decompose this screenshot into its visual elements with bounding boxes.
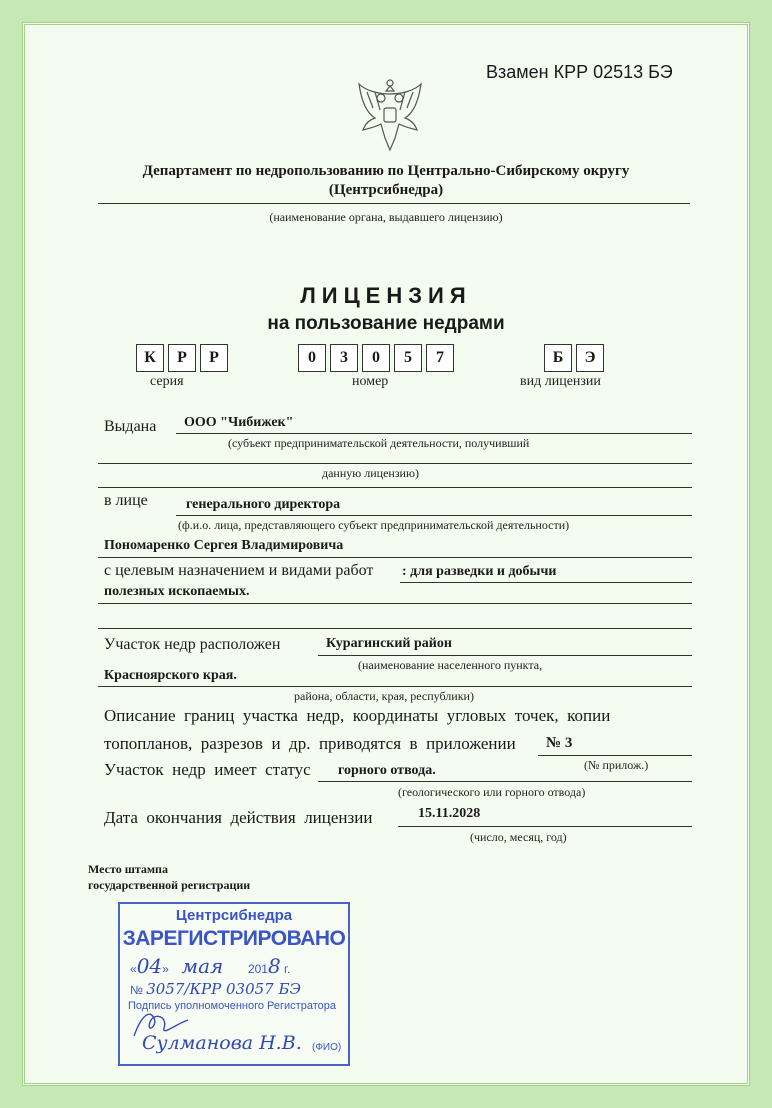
expiry-label: Дата окончания действия лицензии [104, 808, 373, 827]
stamp-day: 04 [136, 954, 163, 978]
issued-label: Выдана [104, 418, 157, 435]
represented-label: в лице [104, 492, 148, 509]
authority-line1: Департамент по недропользованию по Центрально-Сибирскому округу [142, 163, 630, 179]
purpose-value2: полезных ископаемых. [104, 584, 250, 599]
stamp-place-line2: государственной регистрации [88, 878, 251, 892]
registration-stamp [118, 902, 350, 1066]
location-underline-2 [98, 686, 692, 687]
boundaries-line2: топопланов, разрезов и др. приводятся в приложении [104, 734, 516, 753]
location-value2: Красноярского края. [104, 668, 237, 683]
stamp-status: ЗАРЕГИСТРИРОВАНО [122, 927, 346, 950]
expiry-caption: (число, месяц, год) [470, 830, 567, 844]
represented-caption: (ф.и.о. лица, представляющего субъект предпринимательской деятельности) [178, 518, 570, 532]
series-box: К [136, 344, 164, 372]
license-type-box: Э [576, 344, 604, 372]
location-label: Участок недр расположен [104, 636, 281, 653]
status-underline [318, 781, 692, 782]
stamp-place-line1: Место штампа [88, 862, 168, 876]
stamp-number-row [130, 980, 301, 998]
number-box: 7 [426, 344, 454, 372]
license-type-label: вид лицензии [520, 374, 601, 389]
location-caption2: района, области, края, республики) [294, 689, 474, 703]
stamp-fio: (ФИО) [312, 1042, 342, 1053]
stamp-year-suffix: г. [284, 962, 291, 976]
series-label: серия [150, 374, 184, 389]
stamp-year-digit: 8 [267, 954, 281, 978]
authority-underline [98, 203, 690, 204]
replacement-note: Взамен КРР 02513 БЭ [486, 62, 673, 82]
purpose-underline-3 [98, 628, 692, 629]
purpose-label: с целевым назначением и видами работ [104, 562, 374, 579]
stamp-reg-number: 3057/КРР 03057 БЭ [146, 980, 301, 998]
representative-name: Пономаренко Сергея Владимировича [104, 538, 344, 553]
represented-value: генерального директора [186, 497, 341, 512]
coat-of-arms-emblem [355, 78, 425, 156]
appendix-caption: (№ прилож.) [584, 758, 649, 772]
stamp-year-prefix: 201 [247, 962, 268, 976]
number-label: номер [352, 374, 389, 389]
status-label: Участок недр имеет статус [104, 760, 311, 779]
issued-caption1: (субъект предпринимательской деятельности, получивший [228, 436, 530, 450]
license-title: ЛИЦЕНЗИЯ [300, 283, 472, 308]
stamp-signature-caption: Подпись уполномоченного Регистратора [128, 1000, 336, 1012]
appendix-number: № 3 [546, 735, 573, 751]
number-box: 3 [330, 344, 358, 372]
issued-underline-2 [98, 463, 692, 464]
issued-value: ООО "Чибижек" [184, 415, 294, 430]
stamp-date-row: «04» мая 2018 г. [130, 954, 291, 978]
license-subtitle: на пользование недрами [267, 313, 505, 334]
number-box: 0 [298, 344, 326, 372]
stamp-org: Центрсибнедра [175, 907, 293, 924]
location-underline [318, 655, 692, 656]
purpose-underline-2 [98, 603, 692, 604]
stamp-registrar-name: Сулманова Н.В. [142, 1032, 302, 1054]
purpose-value1: : для разведки и добычи [402, 564, 557, 579]
stamp-number-prefix: № [130, 983, 143, 997]
location-value1: Курагинский район [326, 636, 452, 651]
status-value: горного отвода. [338, 763, 436, 778]
number-box: 0 [362, 344, 390, 372]
purpose-underline [400, 582, 692, 583]
boundaries-line1: Описание границ участка недр, координаты угловых точек, копии [104, 706, 611, 725]
series-box: Р [168, 344, 196, 372]
stamp-month: мая [181, 954, 224, 978]
status-caption: (геологического или горного отвода) [398, 785, 586, 799]
issued-underline [176, 433, 692, 434]
expiry-value: 15.11.2028 [418, 806, 481, 821]
number-box: 5 [394, 344, 422, 372]
represented-underline [176, 515, 692, 516]
series-box: Р [200, 344, 228, 372]
appendix-underline [538, 755, 692, 756]
license-type-box: Б [544, 344, 572, 372]
issued-caption2: данную лицензию) [322, 466, 419, 480]
location-caption1: (наименование населенного пункта, [358, 658, 543, 672]
expiry-underline [398, 826, 692, 827]
authority-caption: (наименование органа, выдавшего лицензию) [269, 210, 503, 224]
authority-line2: (Центрсибнедра) [328, 182, 444, 198]
representative-underline [98, 557, 692, 558]
issued-underline-3 [98, 487, 692, 488]
